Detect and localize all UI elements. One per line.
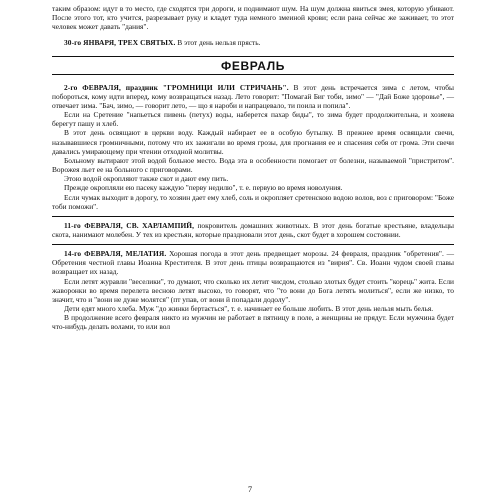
paragraph: Дети едят много хлеба. Муж "до жинки бертається", т. е. начинает ее больше любить. В этот день нельзя мыть белья. [64,304,434,314]
paragraph: Если чумак выходит в дорогу, то хозяин дает ему хлеб, соль и окропляет сретенскою водою волов, воз с приговором: "Боже тоби поможи". [52,192,454,211]
section-divider [52,244,454,245]
month-heading-box [52,56,454,75]
page-number: 7 [247,484,253,494]
entry-feb-11 [52,221,454,239]
intro-paragraph: таким образом: идут в то место, где сходятся три дороги, и поднимают шум. На шум должна явиться змея, которую убивают. После этого тот, кто учится, разрезывает руку и кладет туда немного змеиной крови; если рана сейчас же заживает, то этот человек может давать "дания". [52,4,454,32]
entry-text: В этот день нельзя прясть. [175,38,261,48]
paragraph: В продолжение всего февраля никто из мужчин не работает в пятницу в поле, а женщины не прядут. Если мужчина будет что-нибудь делать волами, то или вол [52,313,454,332]
paragraph: Больному вытирают этой водой больное место. Вода эта в особенности помогает от болезни, называемой "пристритом". Ворожея льет ее на больного с приговорами. [52,155,454,175]
entry-feb-2 [52,83,454,110]
paragraph: Этою водой окропляют также скот и дают ему пить. [64,174,229,184]
entry-feb-14 [52,249,454,276]
month-heading: ФЕВРАЛЬ [221,58,285,73]
entry-jan-30 [52,38,454,47]
section-divider [52,216,454,217]
document-page [52,4,454,332]
paragraph: В этот день освящают в церкви воду. Каждый набирает ее в особую бутылку. В прежнее время освящали свечи, называвшиеся громничными, потому что их зажигали во время грозы, для прогнания ее и спасения себя от грома. Эти свечи давались умирающему при чтении отходной молитвы. [52,128,454,156]
paragraph: Прежде окропляли ею пасеку каждую "перву недилю", т. е. первую во время новолуния. [64,183,343,193]
paragraph: Если на Сретение "напьеться пивень (петух) воды, наберется пахар биды", то зима будет продолжительна, и хозяева берегут пашу и хлеб. [52,110,454,129]
entry-heading: 30-го ЯНВАРЯ, ТРЕХ СВЯТЫХ. [64,38,176,48]
entry-text: Хорошая погода в этот день предвещает морозы. 24 февраля, праздник "обретения". — Обретения честной главы Иоанна Крестителя. В этот день птицы возвращаются из "вирия". Св. Иоанн чудом своей главы возвращает их назад. [52,249,454,277]
entry-heading: 14-го ФЕВРАЛЯ, МЕЛАТИЯ. [64,249,167,259]
entry-text: В этот день встречается зима с летом, чтобы побороться, кому идти вперед, кому возвращаться назад. Лето говорит: "Помагай Биг тоби, зимо" — "Дай Боже здоровье", — отвечает зима. "Бач, зимо, — говорит лето, — що я нароби и напрацевало, ти поила и попила". [52,82,454,110]
paragraph: Если летят журавли "веселики", то думают, что сколько их летит чисдом, столько злотых будет стоить "корець" жита. Если жаворонки во время перелета весною летят высоко, то говорят, что "то вони до Бога летять молиться", если же низко, то значит, что и "вони не дуже молятся" (пт упав, от вони й попадали додолу". [52,276,454,304]
entry-text: покровитель домашних животных. В этот день богатые крестьяне, владельцы скота, нанимают молебен. У тех из крестьян, которые праздновали этот день, скот будет в хорошем состоянии. [52,220,454,239]
entry-heading: 2-го ФЕВРАЛЯ, праздник "ГРОМНИЦИ ИЛИ СТРИЧАНЬ". [64,82,289,92]
entry-heading: 11-го ФЕВРАЛЯ, СВ. ХАРЛАМПИЙ, [64,220,195,230]
